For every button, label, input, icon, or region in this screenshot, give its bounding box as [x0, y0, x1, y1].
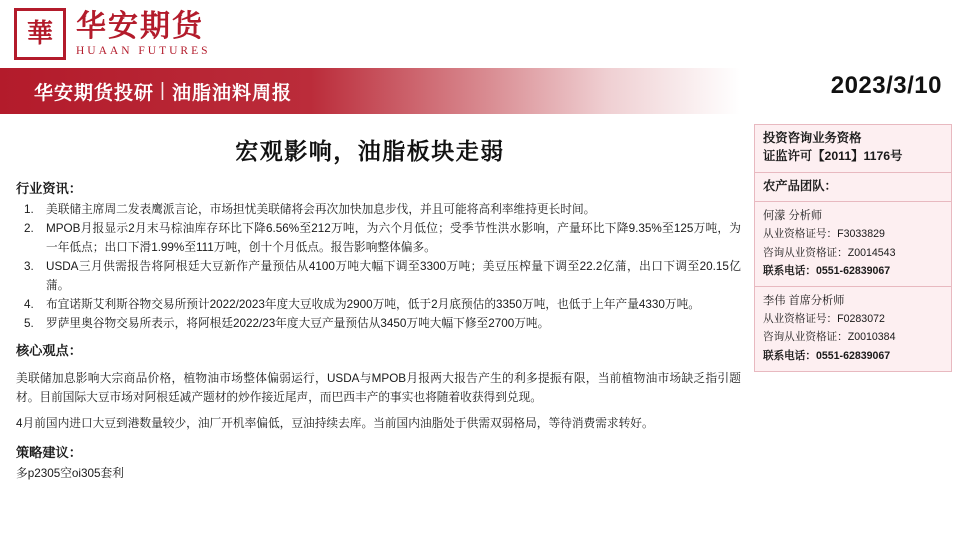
analyst-1-license: 从业资格证号：F3033829 [763, 228, 885, 241]
qualification-line-2: 证监许可【2011】1176号 [763, 148, 903, 163]
banner-text-group [0, 78, 292, 105]
list-item: 美联储主席周二发表鹰派言论，市场担忧美联储将会再次加快加息步伐，并且可能将高利率维持更长时间。 [46, 203, 596, 217]
core-view-paragraph-1: 美联储加息影响大宗商品价格，植物油市场整体偏弱运行，USDA与MPOB月报两大报告产生的利多提振有限，当前植物油市场缺乏指引题材。目前国际大豆市场对阿根廷减产题材的炒作接近尾声，而巴西丰产的事实也将随着收获得到兑现。 [16, 372, 741, 405]
analyst-name-1: 何濛 分析师 [763, 210, 823, 223]
list-item: MPOB月报显示2月末马棕油库存环比下降6.56%至212万吨，为六个月低位；受季节性洪水影响，产量环比下降9.35%至125万吨，为一年低点；出口下滑1.99%至111万吨，创十个月低点。报告影响整体偏多。 [46, 222, 741, 255]
logo-company-cn: 华安期货 [76, 9, 204, 45]
team-block [755, 173, 951, 203]
list-item: 布宜诺斯艾利斯谷物交易所预计2022/2023年度大豆收成为2900万吨，低于2月底预估的3350万吨，也低于上年产量4330万吨。 [46, 298, 700, 312]
analyst-block-1 [755, 202, 951, 287]
spacer [16, 363, 741, 370]
team-title: 农产品团队： [763, 178, 837, 193]
logo-company-en: HUAAN FUTURES [76, 44, 211, 57]
core-view-paragraph-2: 4月前国内进口大豆到港数量较少，油厂开机率偏低，豆油持续去库。当前国内油脂处于供需双弱格局，等待消费需求转好。 [16, 417, 654, 431]
brand-logo [14, 8, 211, 60]
strategy-heading: 策略建议： [16, 445, 82, 461]
news-list [16, 201, 741, 334]
list-item: 罗萨里奥谷物交易所表示，将阿根廷2022/23年度大豆产量预估从3450万吨大幅下修至2700万吨。 [46, 317, 550, 331]
logo-seal-icon [14, 8, 66, 60]
list-item: USDA三月供需报告将阿根廷大豆新作产量预估从4100万吨大幅下调至3300万吨；美豆压榨量下调至22.2亿蒲，出口下调至20.15亿蒲。 [46, 260, 741, 293]
analyst-1-phone: 联系电话：0551-62839067 [763, 264, 891, 277]
core-view-heading: 核心观点： [16, 343, 82, 359]
qualification-block [755, 125, 951, 173]
report-date: 2023/3/10 [830, 72, 942, 99]
analyst-1-consult-license: 咨询从业资格证：Z0014543 [763, 246, 896, 259]
analyst-2-consult-license: 咨询从业资格证：Z0010384 [763, 331, 896, 344]
banner-sub-label: 油脂油料周报 [171, 82, 292, 104]
report-banner [0, 68, 740, 114]
report-body [16, 178, 741, 484]
page-bottom-strip [0, 522, 960, 540]
page-title: 宏观影响，油脂板块走弱 [235, 138, 505, 164]
logo-seal-glyph: 華 [26, 19, 53, 49]
header-divider [0, 66, 960, 67]
spacer [16, 408, 741, 415]
banner-separator: | [160, 80, 166, 101]
qualification-line-1: 投资咨询业务资格 [763, 131, 862, 145]
analyst-name-2: 李伟 首席分析师 [763, 295, 845, 308]
banner-main-label: 华安期货投研 [34, 82, 155, 104]
logo-text-group [76, 11, 211, 57]
news-section-heading: 行业资讯： [16, 181, 82, 196]
analyst-block-2 [755, 287, 951, 371]
info-panel [754, 124, 952, 372]
analyst-2-phone: 联系电话：0551-62839067 [763, 349, 891, 362]
strategy-paragraph: 多p2305空oi305套利 [16, 466, 124, 480]
analyst-2-license: 从业资格证号：F0283072 [763, 313, 885, 326]
